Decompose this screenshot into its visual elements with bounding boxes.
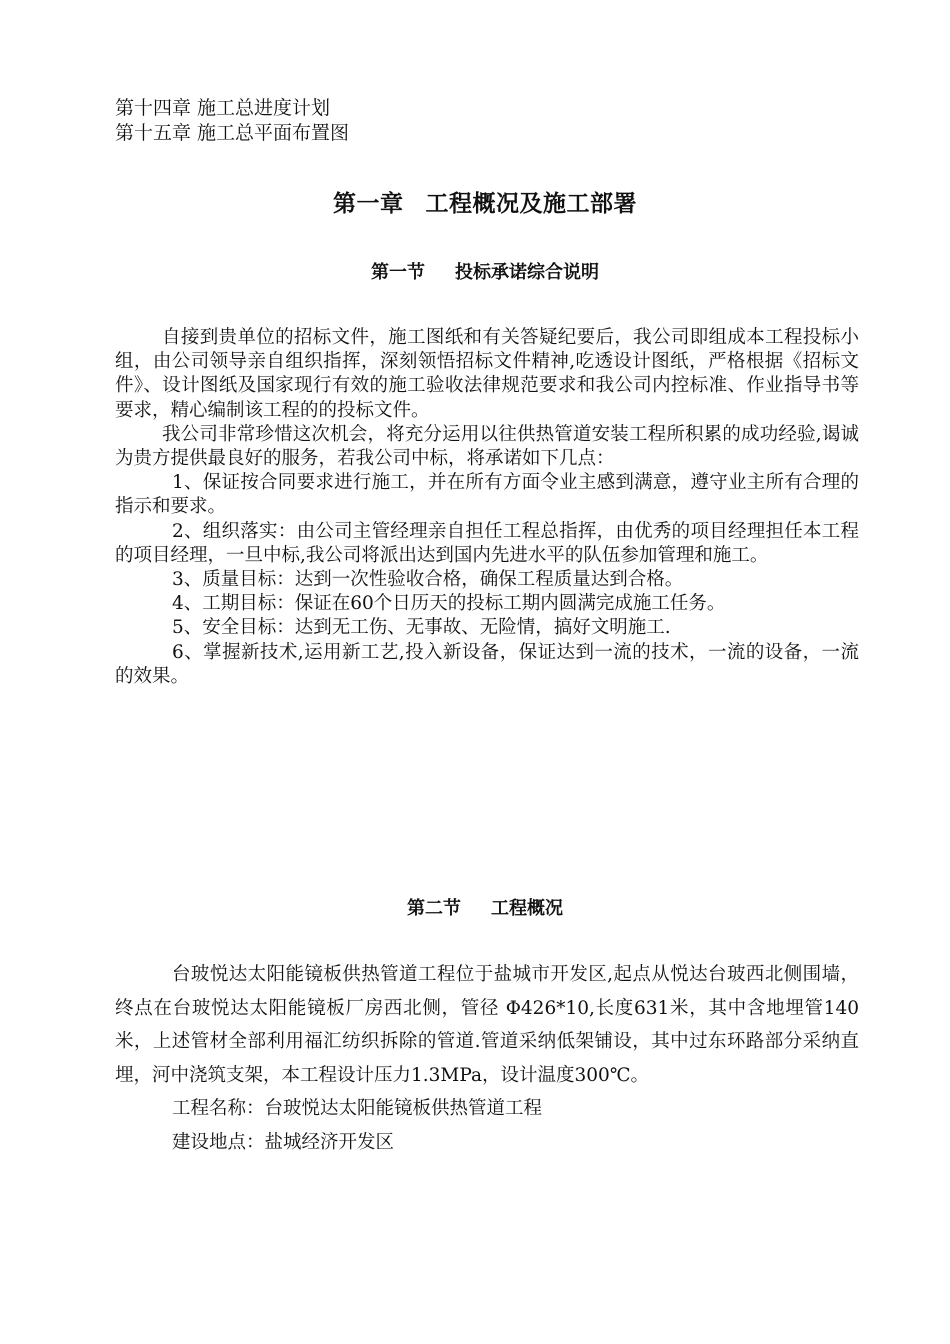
chapter-title — [0, 185, 950, 218]
chapter-number: 第一章 — [333, 191, 404, 217]
section-title — [0, 258, 950, 284]
list-item: 6、掌握新技术,运用新工艺,投入新设备，保证达到一流的技术，一流的设备，一流的效果。 — [115, 641, 859, 687]
table-of-contents — [115, 96, 349, 146]
paragraph: 台玻悦达太阳能镜板供热管道工程位于盐城市开发区,起点从悦达台玻西北侧围墙，终点在台玻悦达太阳能镜板厂房西北侧，管径 Φ426*10,长度631米，其中含地埋管140米，上述管材全部利用福汇纺织拆除的管道.管道采纳低架铺设，其中过东环路部分采纳直埋，河中浇筑支架，本工程设计压力1.3MPa，设计温度300℃。 — [115, 964, 859, 1086]
section-number: 第二节 — [407, 898, 461, 919]
list-item: 5、安全目标：达到无工伤、无事故、无险情，搞好文明施工. — [172, 617, 671, 639]
section-body — [115, 958, 859, 1159]
paragraph: 建设地点：盐城经济开发区 — [172, 1131, 395, 1153]
section-body — [115, 326, 859, 689]
paragraph: 我公司非常珍惜这次机会，将充分运用以往供热管道安装工程所积累的成功经验,谒诚为贵方提供最良好的服务，若我公司中标，将承诺如下几点： — [115, 423, 859, 470]
paragraph: 工程名称：台玻悦达太阳能镜板供热管道工程 — [172, 1098, 543, 1119]
section-name: 工程概况 — [491, 898, 563, 919]
toc-item: 第十五章 施工总平面布置图 — [115, 122, 350, 144]
section-name: 投标承诺综合说明 — [455, 262, 599, 283]
list-item: 2、组织落实：由公司主管经理亲自担任工程总指挥，由优秀的项目经理担任本工程的项目经理，一旦中标,我公司将派出达到国内先进水平的队伍参加管理和施工。 — [115, 520, 859, 566]
section-number: 第一节 — [371, 262, 425, 283]
section-title — [0, 894, 950, 920]
list-item: 4、工期目标：保证在60个日历天的投标工期内圆满完成施工任务。 — [172, 593, 726, 615]
chapter-name: 工程概况及施工部署 — [425, 191, 637, 217]
paragraph: 自接到贵单位的招标文件，施工图纸和有关答疑纪要后，我公司即组成本工程投标小组，由公司领导亲自组织指挥，深刻领悟招标文件精神,吃透设计图纸，严格根据《招标文件》、设计图纸及国家现行有效的施工验收法律规范要求和我公司内控标准、作业指导书等要求，精心编制该工程的的投标文件。 — [115, 327, 859, 421]
toc-item: 第十四章 施工总进度计划 — [115, 97, 331, 119]
list-item: 1、保证按合同要求进行施工，并在所有方面令业主感到满意，遵守业主所有合理的指示和要求。 — [115, 472, 859, 518]
list-item: 3、质量目标：达到一次性验收合格，确保工程质量达到合格。 — [172, 569, 684, 591]
